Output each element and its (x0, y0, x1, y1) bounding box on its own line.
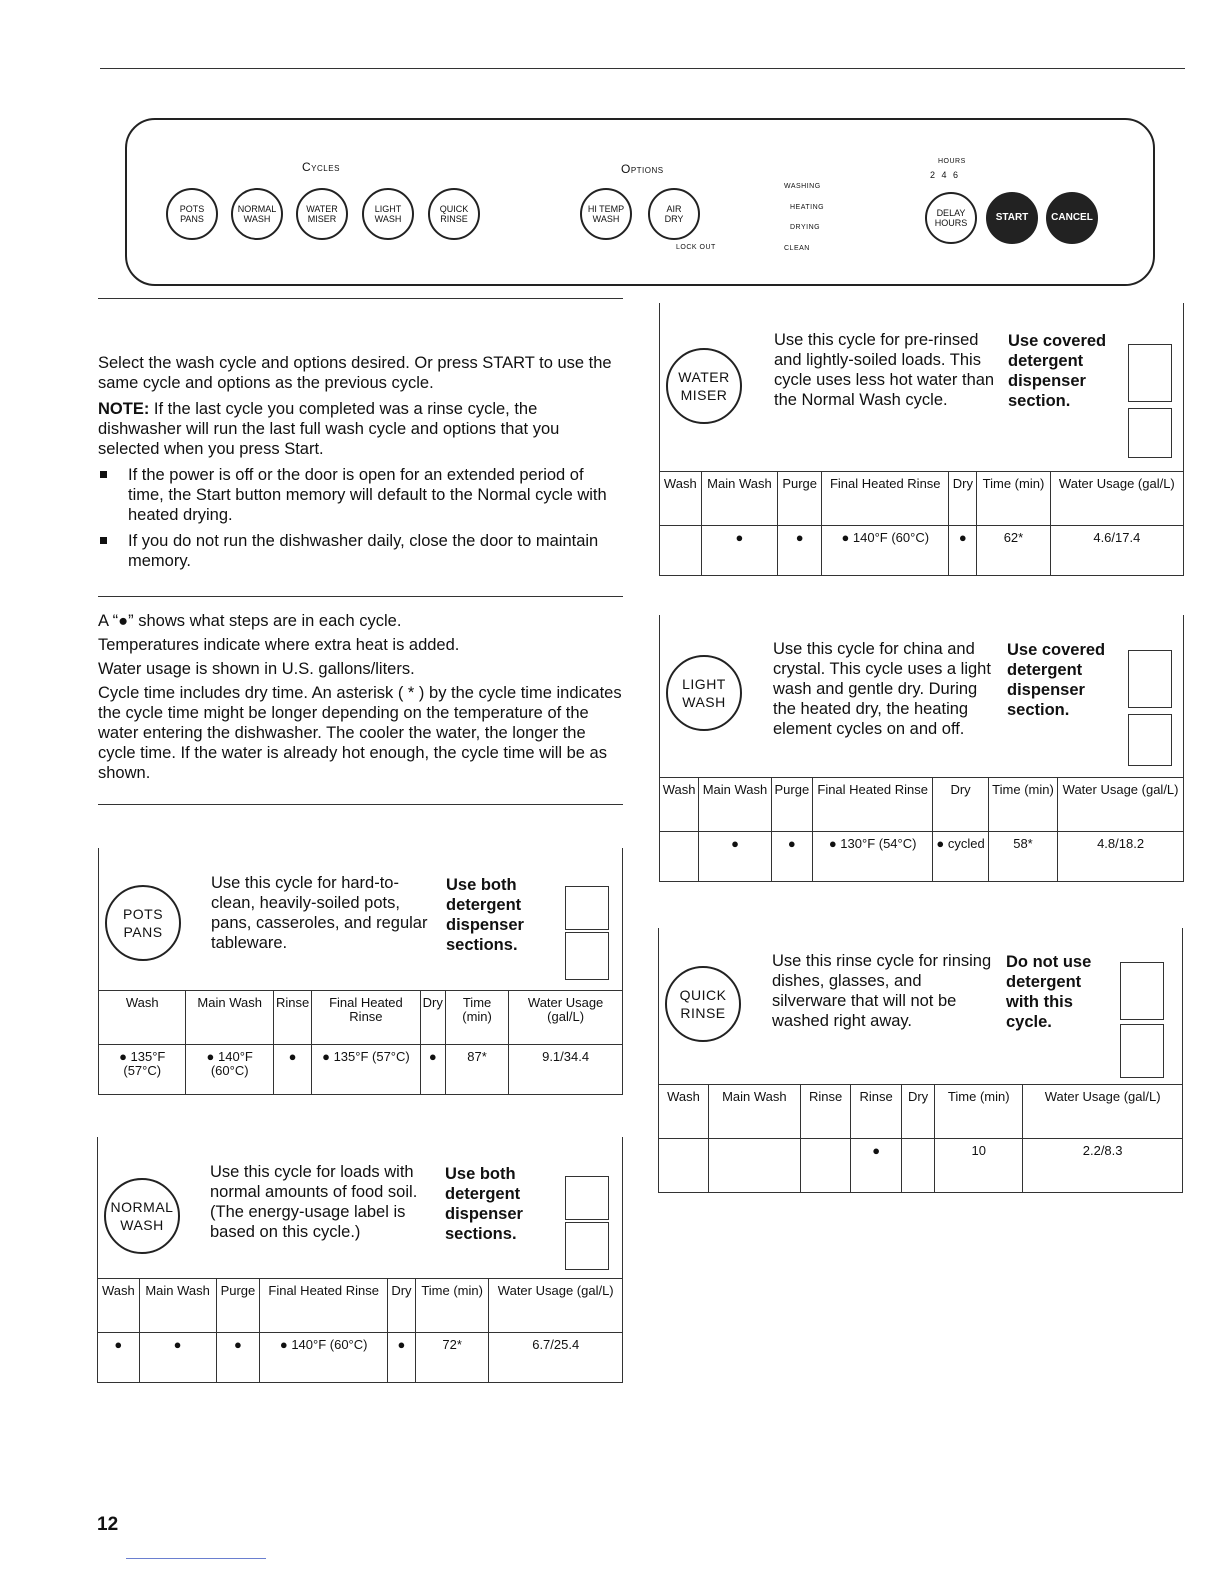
header-cell: Dry (420, 991, 445, 1045)
header-cell: Rinse (800, 1085, 851, 1139)
status-washing: WASHING (784, 183, 821, 190)
value-cell (800, 1139, 851, 1193)
light-rule-right (1183, 615, 1184, 777)
header-cell: Final Heated Rinse (813, 778, 933, 832)
intro-text (98, 353, 623, 577)
value-cell: ● (273, 1045, 311, 1095)
header-cell: Rinse (273, 991, 311, 1045)
header-cell: Time (min) (445, 991, 508, 1045)
top-rule (100, 68, 1185, 69)
quick-description: Use this rinse cycle for rinsing dishes, glasses, and silverware that will not be washed right away. (772, 952, 992, 1030)
options-title: Options (621, 162, 664, 176)
value-cell: 4.8/18.2 (1058, 832, 1184, 882)
water-detergent-note: Use covered detergent dispenser section. (1008, 332, 1107, 410)
legend-line-3: Water usage is shown in U.S. gallons/liters. (98, 660, 415, 678)
header-cell: Wash (659, 1085, 709, 1139)
normal-description: Use this cycle for loads with normal amounts of food soil. (The energy-usage label is based on this cycle.) (210, 1163, 418, 1241)
value-cell: ● (388, 1333, 416, 1383)
header-cell: Dry (901, 1085, 934, 1139)
value-cell: 62* (977, 526, 1050, 576)
light-description: Use this cycle for china and crystal. This cycle uses a light wash and gentle dry. During the heated dry, the heating element cycles on and off. (773, 640, 991, 738)
header-cell: Final Heated Rinse (260, 1279, 388, 1333)
header-cell: Purge (778, 472, 822, 526)
value-cell: ● (699, 832, 771, 882)
legend-line-1: A “●” shows what steps are in each cycle. (98, 612, 402, 630)
header-cell: Wash (660, 472, 702, 526)
value-cell (660, 526, 702, 576)
pots-rule-left (98, 848, 99, 990)
water-miser-button[interactable]: WATER MISER (296, 188, 348, 240)
lock-out-label: LOCK OUT (676, 244, 716, 251)
legend-line-2: Temperatures indicate where extra heat is added. (98, 636, 460, 654)
value-cell (708, 1139, 800, 1193)
quick-rinse-icon: QUICK RINSE (665, 966, 741, 1042)
water-description: Use this cycle for pre-rinsed and lightly-soiled loads. This cycle uses less hot water than the Normal Wash cycle. (774, 331, 995, 409)
value-cell: 87* (445, 1045, 508, 1095)
intro-rule-top (98, 298, 623, 299)
water-cycle-table (659, 471, 1184, 576)
pots-rule-right (622, 848, 623, 990)
intro-rule-bottom (98, 596, 623, 597)
value-cell: ● (139, 1333, 216, 1383)
water-rule-right (1183, 303, 1184, 471)
water-miser-icon: WATER MISER (666, 348, 742, 424)
value-cell: ● (949, 526, 977, 576)
pots-cycle-table (98, 990, 623, 1095)
light-cycle-table (659, 777, 1184, 882)
header-cell: Main Wash (699, 778, 771, 832)
light-wash-icon: LIGHT WASH (666, 655, 742, 731)
dispenser-open-icon (1128, 650, 1172, 708)
normal-rule-right (622, 1137, 623, 1278)
header-cell: Purge (771, 778, 812, 832)
start-button[interactable]: START (986, 192, 1038, 244)
dispenser-covered-icon (1128, 408, 1172, 458)
header-cell: Main Wash (139, 1279, 216, 1333)
delay-hours-button[interactable]: DELAY HOURS (925, 192, 977, 244)
dispenser-covered-icon (565, 932, 609, 980)
value-cell: ● 140°F (60°C) (822, 526, 949, 576)
normal-wash-icon: NORMAL WASH (104, 1178, 180, 1254)
header-cell: Main Wash (708, 1085, 800, 1139)
value-cell: 72* (415, 1333, 489, 1383)
light-rule-left (659, 615, 660, 777)
value-cell: ● 135°F (57°C) (312, 1045, 420, 1095)
value-cell: ● 130°F (54°C) (813, 832, 933, 882)
header-cell: Time (min) (988, 778, 1057, 832)
header-cell: Purge (216, 1279, 260, 1333)
legend-text (98, 611, 623, 789)
value-cell: 58* (988, 832, 1057, 882)
intro-note: NOTE: If the last cycle you completed was a rinse cycle, the dishwasher will run the last full wash cycle and options that you selected when you press Start. (98, 400, 560, 458)
hours-label: HOURS (938, 158, 966, 165)
value-cell: ● 135°F (57°C) (99, 1045, 186, 1095)
value-cell: ● (778, 526, 822, 576)
air-dry-button[interactable]: AIR DRY (648, 188, 700, 240)
header-cell: Time (min) (935, 1085, 1023, 1139)
dispenser-open-icon (1120, 962, 1164, 1020)
dispenser-open-icon (565, 1176, 609, 1220)
value-cell (659, 1139, 709, 1193)
header-cell: Main Wash (701, 472, 778, 526)
value-cell (660, 832, 699, 882)
pots-description: Use this cycle for hard-to-clean, heavily-soiled pots, pans, casseroles, and regular tableware. (211, 874, 428, 952)
dispenser-covered-icon (1128, 714, 1172, 766)
light-detergent-note: Use covered detergent dispenser section. (1007, 641, 1106, 719)
dispenser-covered-icon (1120, 1024, 1164, 1078)
legend-rule (98, 804, 623, 805)
footer-link-rule (126, 1558, 266, 1559)
header-cell: Main Wash (186, 991, 273, 1045)
quick-rule-right (1182, 928, 1183, 1084)
cycles-title: Cycles (302, 160, 340, 174)
value-cell (901, 1139, 934, 1193)
value-cell: 6.7/25.4 (489, 1333, 623, 1383)
value-cell: 10 (935, 1139, 1023, 1193)
value-cell: ● (701, 526, 778, 576)
value-cell: ● (98, 1333, 140, 1383)
intro-bullet-1: If the power is off or the door is open for an extended period of time, the Start button memory will default to the Normal cycle with heated drying. (98, 465, 623, 525)
header-cell: Water Usage (gal/L) (1058, 778, 1184, 832)
hi-temp-wash-button[interactable]: HI TEMP WASH (580, 188, 632, 240)
pots-detergent-note: Use both detergent dispenser sections. (446, 876, 524, 954)
header-cell: Wash (98, 1279, 140, 1333)
header-cell: Dry (949, 472, 977, 526)
quick-rule-left (658, 928, 659, 1084)
header-cell: Wash (99, 991, 186, 1045)
normal-wash-button[interactable]: NORMAL WASH (231, 188, 283, 240)
header-cell: Water Usage (gal/L) (509, 991, 623, 1045)
value-cell: ● 140°F (60°C) (260, 1333, 388, 1383)
value-cell: 2.2/8.3 (1023, 1139, 1183, 1193)
value-cell: ● (771, 832, 812, 882)
quick-detergent-note: Do not use detergent with this cycle. (1006, 953, 1092, 1031)
header-cell: Dry (933, 778, 989, 832)
header-cell: Rinse (851, 1085, 902, 1139)
status-heating: HEATING (790, 204, 825, 211)
legend-line-4: Cycle time includes dry time. An asterisk ( * ) by the cycle time indicates the cycle time might be longer depending on the temperature of the water entering the dishwasher. The cooler the water, the longer the cycle time. If the water is already hot enough, the cycle time will be as shown. (98, 684, 622, 782)
header-cell: Final Heated Rinse (822, 472, 949, 526)
value-cell: ● cycled (933, 832, 989, 882)
status-drying: DRYING (790, 224, 821, 231)
header-cell: Time (min) (977, 472, 1050, 526)
pots-pans-button[interactable]: POTS PANS (166, 188, 218, 240)
light-wash-button[interactable]: LIGHT WASH (362, 188, 414, 240)
quick-cycle-table (658, 1084, 1183, 1193)
normal-detergent-note: Use both detergent dispenser sections. (445, 1165, 523, 1243)
normal-cycle-table (97, 1278, 623, 1383)
header-cell: Dry (388, 1279, 416, 1333)
normal-rule-left (97, 1137, 98, 1278)
dispenser-open-icon (565, 886, 609, 930)
water-rule-left (659, 303, 660, 471)
header-cell: Water Usage (gal/L) (489, 1279, 623, 1333)
value-cell: ● (420, 1045, 445, 1095)
value-cell: ● (851, 1139, 902, 1193)
header-cell: Time (min) (415, 1279, 489, 1333)
header-cell: Wash (660, 778, 699, 832)
intro-bullet-2: If you do not run the dishwasher daily, close the door to maintain memory. (98, 531, 623, 571)
cancel-button[interactable]: CANCEL (1046, 192, 1098, 244)
quick-rinse-button[interactable]: QUICK RINSE (428, 188, 480, 240)
pots-pans-icon: POTS PANS (105, 885, 181, 961)
header-cell: Water Usage (gal/L) (1023, 1085, 1183, 1139)
value-cell: ● (216, 1333, 260, 1383)
value-cell: 9.1/34.4 (509, 1045, 623, 1095)
value-cell: 4.6/17.4 (1050, 526, 1183, 576)
intro-p1: Select the wash cycle and options desired. Or press START to use the same cycle and options as the previous cycle. (98, 354, 612, 392)
dispenser-covered-icon (565, 1222, 609, 1270)
page-number: 12 (97, 1514, 119, 1535)
value-cell: ● 140°F (60°C) (186, 1045, 273, 1095)
dispenser-open-icon (1128, 344, 1172, 402)
header-cell: Water Usage (gal/L) (1050, 472, 1183, 526)
status-clean: CLEAN (784, 245, 810, 252)
hours-values: 2 4 6 (930, 170, 959, 180)
header-cell: Final Heated Rinse (312, 991, 420, 1045)
